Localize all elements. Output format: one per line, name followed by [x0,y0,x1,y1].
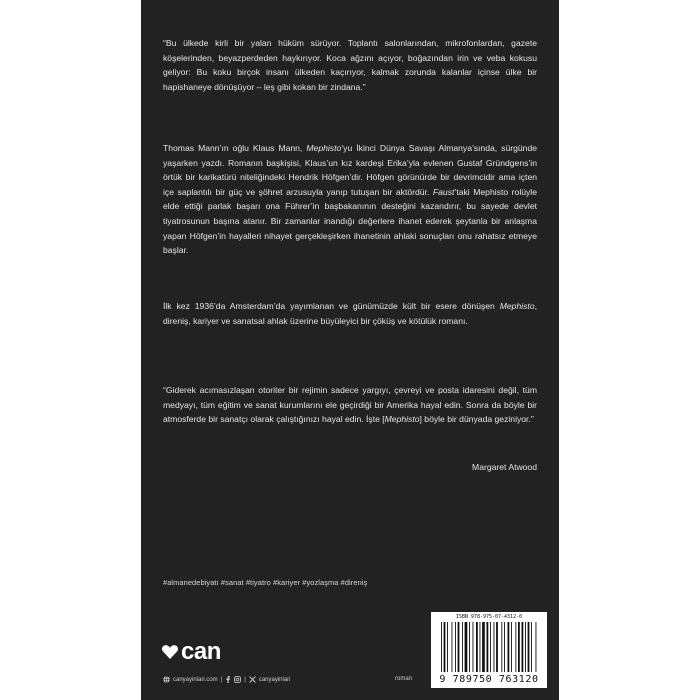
publication-text-1: İlk kez 1936’da Amsterdam’da yayımlanan ve günümüzde kült bir esere dönüşen [163,301,500,311]
publication-title: Mephisto [499,301,535,311]
barcode-digits: 9 789750 763120 [439,674,539,685]
summary-text-1: Thomas Mann’ın oğlu Klaus Mann, [163,143,307,153]
summary-title-2: Faust [432,186,455,197]
publication-text-2: , direniş, kariyer ve sanatsal ahlak üzerine büyüleyici bir çöküş ve kötülük romanı. [163,301,537,326]
barcode-bar [482,622,485,672]
summary-title-1: Mephisto [306,143,342,153]
opening-quote: “Bu ülkede kirli bir yalan hüküm sürüyor. Toplantı salonlarından, mikrofonlardan, gazete köşelerinden, beyazperdeden haykırıyor. Koca ağzını açıyor, boğazından irin ve veba kokusu geliyor: Bu koku birçok insanı ülkeden kaçırıyor, kalmak zorunda kalanlar içinse ülke bir hapishaneye dönüşüyor – leş gibi kokan bir zindana.” [163,38,537,92]
barcode-bar [531,622,532,672]
barcode-bar [522,622,524,672]
barcode-bar [465,622,468,672]
footer-separator: | [244,676,246,683]
barcode-bar [518,622,520,672]
quote-author: Margaret Atwood [472,462,537,472]
barcode-bar [536,622,537,672]
barcode-bar [487,622,489,672]
barcode-bar [473,622,474,672]
facebook-icon[interactable] [225,676,231,683]
globe-icon [163,676,170,683]
summary-text-2: ’yu İkinci Dünya Savaşı Almanya’sında, sürgünde yaşarken yazdı. Romanın başkişisi, Klaus’un kız kardeşi Erika’yla evlenen Gustaf Gründgens’in örtük bir karikatürü niteliğindeki Hendrik Höfgen’dir. Höfgen görünürde bir devrimcidir ama içten içe saplantılı bir güç ve şöhret arzusuyla yanıp tutuşan bir aktördür. [163,143,538,197]
barcode-bar [458,622,460,672]
barcode-bar [525,622,526,672]
barcode [439,622,539,674]
atwood-quote-title: Mephisto [384,414,420,425]
footer-links [163,676,291,683]
barcode-bar [469,622,470,672]
publication-paragraph [163,299,537,328]
barcode-box [431,612,547,688]
barcode-bar [508,622,510,672]
barcode-bar [515,622,516,672]
website-link[interactable]: canyayinlari.com [173,676,218,683]
heart-icon [161,644,179,660]
atwood-quote-text-1: “Giderek acımasızlaşan otoriter bir rejimin sadece yargıyı, çevreyi ve posta idaresini değil, tüm medyayı, tüm eğitim ve sanat kurumlarını ele geçirdiği bir Amerika hayal edin. Sonra da böyle bir atmosferde bir sanatçı olarak çalıştığınızı hayal edin. İşte [ [163,385,537,425]
book-back-cover [141,0,559,700]
summary-paragraph [163,141,537,258]
barcode-bar [494,622,495,672]
barcode-bar [496,622,498,672]
summary-text-3: ’taki Mephisto rolüyle elde ettiği parlak başarı ona Führer’in başbakanının desteğini kazandırır, bu sayede devlet tiyatrosunun başına atanır. Bir zamanlar inandığı değerlere ihanet ederek şeytanla bir anlaşma yapan Höfgen’in hayalleri nihayet gerçekleşirken ihanetinin ahlaki sonuçları onu rahatsız etmeye başlar. [163,186,537,256]
footer-separator: | [220,676,223,683]
x-icon[interactable] [249,676,256,683]
barcode-bar [528,622,530,672]
barcode-bar [462,622,463,672]
barcode-bar [480,622,481,672]
barcode-bar [441,622,442,672]
barcode-bar [447,622,448,672]
social-handle[interactable]: canyayinlari [258,676,291,683]
barcode-bar [444,622,446,672]
atwood-quote [163,383,537,427]
barcode-bar [476,622,478,672]
genre-label: roman [395,676,413,682]
barcode-bar [490,622,491,672]
barcode-bar [511,622,512,672]
isbn-label: ISBN 978-975-07-4312-0 [455,614,523,620]
barcode-bar [501,622,502,672]
instagram-icon[interactable] [234,676,241,683]
hashtags: #almanedebiyatı #sanat #tiyatro #kariyer #yozlaşma #direniş [163,578,368,587]
atwood-quote-text-2: ] böyle bir dünyada geziniyor.” [419,414,534,425]
publisher-logo [161,640,221,664]
publisher-logo-text: can [181,638,221,665]
barcode-bar [455,622,456,672]
barcode-bar [452,622,453,672]
barcode-bar [504,622,505,672]
